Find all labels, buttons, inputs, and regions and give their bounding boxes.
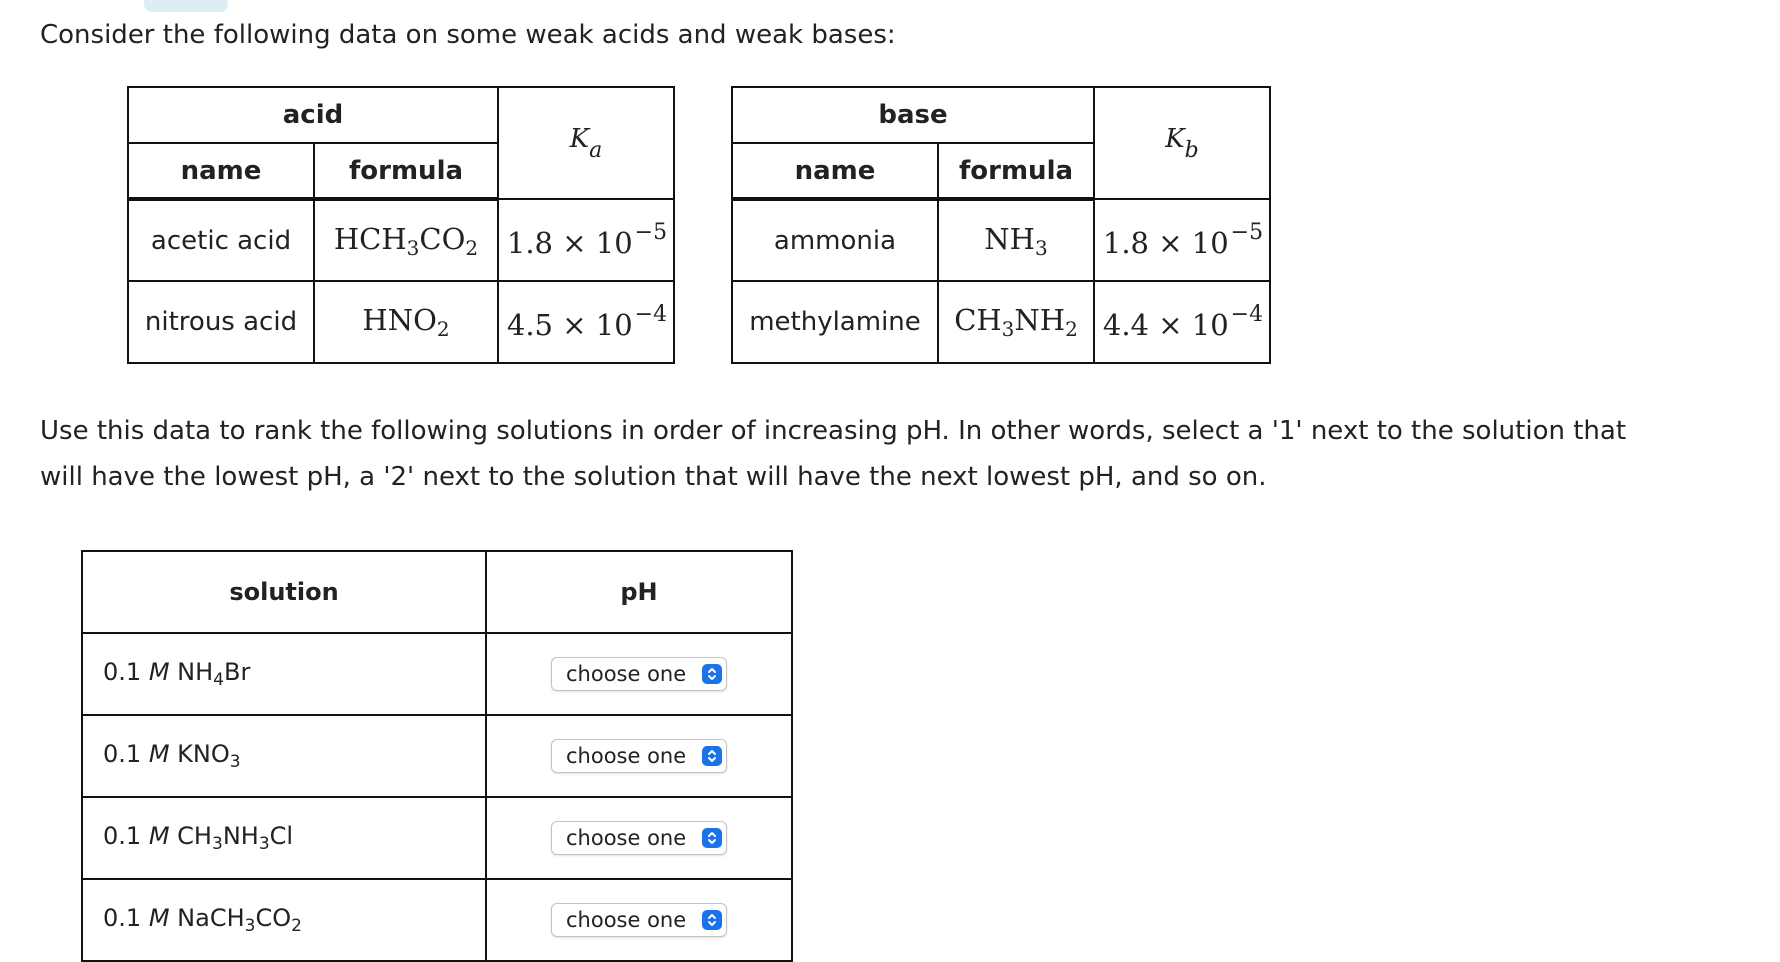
ph-rank-select[interactable]: choose one xyxy=(551,903,727,937)
instructions xyxy=(40,408,1626,500)
solution-row xyxy=(82,715,792,797)
solution-label: 0.1 M $NH_4Br$ xyxy=(82,633,486,715)
ph-rank-select[interactable]: choose one xyxy=(551,739,727,773)
base-formula: $NH_3$ xyxy=(938,199,1094,281)
acid-name: acetic acid xyxy=(128,199,314,281)
instructions-line-1: Use this data to rank the following solutions in order of increasing pH. In other words, select a '1' next to the solution that xyxy=(40,416,1627,446)
instructions-line-2: will have the lowest pH, a '2' next to the solution that will have the next lowest pH, and so on. xyxy=(40,462,1267,492)
acid-ka: $1.8 \times 10^{-5}$ xyxy=(498,199,674,281)
solutions-table xyxy=(81,550,793,962)
base-kb: $4.4 \times 10^{-4}$ xyxy=(1094,281,1270,363)
acid-name: nitrous acid xyxy=(128,281,314,363)
top-tab-indicator xyxy=(144,0,228,12)
acid-ka: $4.5 \times 10^{-4}$ xyxy=(498,281,674,363)
acid-name-header: name xyxy=(128,143,314,199)
ph-rank-select[interactable]: choose one xyxy=(551,657,727,691)
acid-group-header: acid xyxy=(128,87,498,143)
acid-row xyxy=(128,281,674,363)
ph-cell xyxy=(486,715,792,797)
acid-formula: $HCH_3CO_2$ xyxy=(314,199,498,281)
base-row xyxy=(732,199,1270,281)
base-group-header: base xyxy=(732,87,1094,143)
solution-row xyxy=(82,879,792,961)
solution-row xyxy=(82,797,792,879)
chevron-up-down-icon xyxy=(702,828,722,848)
base-formula: $CH_3NH_2$ xyxy=(938,281,1094,363)
ph-header: pH xyxy=(486,551,792,633)
ph-cell xyxy=(486,633,792,715)
base-name: ammonia xyxy=(732,199,938,281)
base-name: methylamine xyxy=(732,281,938,363)
acid-formula: $HNO_2$ xyxy=(314,281,498,363)
base-table xyxy=(731,86,1271,364)
acid-row xyxy=(128,199,674,281)
solution-row xyxy=(82,633,792,715)
kb-header: $K_b$ xyxy=(1094,87,1270,199)
solution-label: 0.1 M $CH_3NH_3Cl$ xyxy=(82,797,486,879)
ka-header: $K_a$ xyxy=(498,87,674,199)
base-kb: $1.8 \times 10^{-5}$ xyxy=(1094,199,1270,281)
intro-text: Consider the following data on some weak acids and weak bases: xyxy=(40,20,896,50)
ph-rank-select[interactable]: choose one xyxy=(551,821,727,855)
base-formula-header: formula xyxy=(938,143,1094,199)
chevron-up-down-icon xyxy=(702,664,722,684)
acid-table xyxy=(127,86,675,364)
acid-formula-header: formula xyxy=(314,143,498,199)
solution-label: 0.1 M $KNO_3$ xyxy=(82,715,486,797)
chevron-up-down-icon xyxy=(702,910,722,930)
chevron-up-down-icon xyxy=(702,746,722,766)
solution-header: solution xyxy=(82,551,486,633)
solution-label: 0.1 M $NaCH_3CO_2$ xyxy=(82,879,486,961)
base-row xyxy=(732,281,1270,363)
ph-cell xyxy=(486,879,792,961)
base-name-header: name xyxy=(732,143,938,199)
ph-cell xyxy=(486,797,792,879)
